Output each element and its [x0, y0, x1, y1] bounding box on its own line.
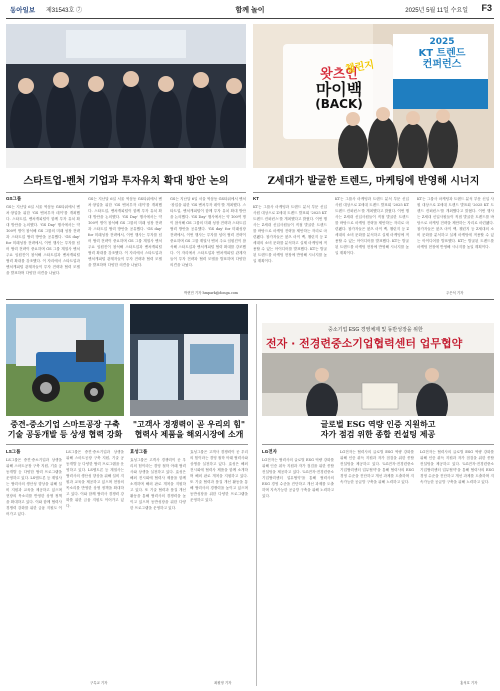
credit: 박현민 기자 hmpark@donga.com	[184, 291, 239, 295]
masthead: 동아일보	[10, 6, 36, 14]
credit: 홍석호 기자	[460, 681, 478, 685]
headline-1: 스타트업-벤처 기업과 투자유치 확대 방안 논의	[23, 176, 229, 187]
conference-sign: 2025 KT 트렌드 컨퍼런스	[418, 37, 466, 70]
hyosung-exhibition-photo	[130, 304, 248, 416]
byline-lg: LG전자	[262, 449, 277, 454]
headline-3: 중견-중소기업 스마트공장 구축 기술 공동개발 등 상생 협력 강화	[7, 419, 123, 439]
article-body: LG전자는 협력사의 글로벌 ESG 역량 강화를 위해 인증 취득 지원과 자가 점검을 위한 종합 컨설팅을 제공하고 있다. 'LG전자-전경련중소기업협력센터 업무협약'을 통해 협력사의 ESG 경영 수준을 진단하고 개선 과제를 도출하며 지속가능한 공급망 구축을 위해 노력하고 있다.	[262, 458, 334, 498]
article-body: KT는 그룹사 마케팅과 트렌드 분석 부문 신입 사원 대상으로 Z세대 트렌드 발표회 '2025 KT 트렌드 컨퍼런스'를 개최했다고 밝혔다. 이번 행사는 Z세대 신입사원들이 직접 발굴한 트렌드를 바탕으로 마케팅 전략을 제안하는 자리로 마련됐다. 참가자들은 왓츠 마이 백, 챌린지 등 Z세대의 소비 문화를 분석하고 실제 마케팅에 적용할 수 있는 아이디어를 발표했다. KT는 발굴된 트렌드를 마케팅 현장에 반영해 시너지를 높일 계획이다.	[253, 205, 327, 263]
divider	[6, 299, 494, 300]
kt-trend-photo	[253, 24, 494, 168]
headline-5: 글로벌 ESG 역량 인증 지원하고 자가 점검 위한 종합 컨설팅 제공	[320, 419, 436, 439]
article-body: KT는 그룹사 마케팅과 트렌드 분석 부문 신입 사원 대상으로 Z세대 트렌드 발표회 '2025 KT 트렌드 컨퍼런스'를 개최했다고 밝혔다. 이번 행사는 Z세대 신입사원들이 직접 발굴한 트렌드를 바탕으로 마케팅 전략을 제안하는 자리로 마련됐다. 참가자들은 왓츠 마이 백, 챌린지 등 Z세대의 소비 문화를 분석하고 실제 마케팅에 적용할 수 있는 아이디어를 발표했다. KT는 발굴된 트렌드를 마케팅 현장에 반영해 시너지를 높일 계획이다.	[417, 197, 494, 249]
issue-date: 2025년 5월 11일 수요일	[405, 8, 468, 14]
headline-4: "고객사 경쟁력이 곧 우리의 힘" 협력사 제품을 해외시장에 소개	[132, 419, 246, 439]
issue-number: 제31543호 ⑦	[46, 8, 82, 14]
headline-2: Z세대가 발굴한 트렌드, 마케팅에 반영해 시너지	[267, 176, 480, 187]
article-body: LS그룹은 중견·중소기업과 상생을 위해 스마트공장 구축 지원, 기술 공동개발 등 다양한 협력 프로그램을 운영하고 있다. LS엠트론 등 계열사는 협력사의 생산성 향상을 위해 설비 지원과 교육을 제공하고 있으며 현장의 목소리를 반영한 상생 정책을 확대하고 있다. 이와 함께 협력사 경쟁력 강화를 위한 금융 지원도 이어가고 있다.	[6, 458, 62, 516]
article-body: KT는 그룹사 마케팅과 트렌드 분석 부문 신입 사원 대상으로 Z세대 트렌드 발표회 '2025 KT 트렌드 컨퍼런스'를 개최했다고 밝혔다. 이번 행사는 Z세대 신입사원들이 직접 발굴한 트렌드를 바탕으로 마케팅 전략을 제안하는 자리로 마련됐다. 참가자들은 왓츠 마이 백, 챌린지 등 Z세대의 소비 문화를 분석하고 실제 마케팅에 적용할 수 있는 아이디어를 발표했다. KT는 발굴된 트렌드를 마케팅 현장에 반영해 시너지를 높일 계획이다.	[335, 197, 409, 255]
ls-tractor-photo	[6, 304, 124, 416]
credit: 주은석 기자	[446, 291, 464, 295]
byline-gs: GS그룹	[6, 196, 22, 201]
article-body: LS그룹은 중견·중소기업과 상생을 위해 스마트공장 구축 지원, 기술 공동개발 등 다양한 협력 프로그램을 운영하고 있다. LS엠트론 등 계열사는 협력사의 생산성 향상을 위해 설비 지원과 교육을 제공하고 있으며 현장의 목소리를 반영한 상생 정책을 확대하고 있다. 이와 함께 협력사 경쟁력 강화를 위한 금융 지원도 이어가고 있다.	[66, 450, 124, 508]
article-body: GS는 지난달 6일 서울 역삼동 GS타워에서 벤처·창업을 위한 'GS 벤처투자 데이'를 개최했다. 스타트업, 벤처캐피털이 함께 투자 유치 확대 방안을 논의했다. 'GS Day' 행사에서는 약 100여 명이 참석해 GS 그룹의 미래 성장 전략과 스타트업 협력 방안을 공유했다. 'GS day' for 미래성장 전략에서, 이번 행사는 투자를 넘어 협력 전략이 중요하며 GS 그룹 계열사 벤처 주요 임원진이 참석해 스타트업과 벤처캐피털 협력 확대를 강조했다. 이 자리에서 스타트업과 벤처캐피털 관계자들이 투자 전략과 협력 모델을 발표하며 다양한 의견을 나눴다.	[6, 205, 80, 275]
divider	[253, 192, 494, 193]
page-header	[6, 4, 494, 19]
divider	[6, 192, 246, 193]
lg-signing-photo	[262, 353, 494, 416]
article-body: LG전자는 협력사의 글로벌 ESG 역량 강화를 위해 인증 취득 지원과 자가 점검을 위한 종합 컨설팅을 제공하고 있다. 'LG전자-전경련중소기업협력센터 업무협약'을 통해 협력사의 ESG 경영 수준을 진단하고 개선 과제를 도출하며 지속가능한 공급망 구축을 위해 노력하고 있다.	[420, 450, 494, 484]
whats-in-my-bag-sign: 왓츠인 마이백 (BACK)	[315, 67, 363, 112]
credit: 구특교 기자	[90, 681, 108, 685]
divider	[262, 444, 494, 445]
challenge-sign: 챌린지	[344, 59, 376, 76]
divider	[6, 444, 248, 445]
article-body: 효성그룹은 고객사 경쟁력이 곧 우리의 힘이라는 경영 철학 아래 협력사와 상생을 실천하고 있다. 효성은 해외 전시회에 협력사 제품을 함께 소개하며 해외 판로 개척을 지원하고 있다. 또 기술 협력과 품질 개선 활동을 통해 협력사의 경쟁력을 높이고 있으며 동반성장을 위한 다양한 프로그램을 운영하고 있다.	[190, 450, 248, 502]
esg-banner: 중소기업 ESG 경영체제 및 동반성장을 위한 전자 · 전경련중소기업협력센터 업무협약	[262, 323, 494, 353]
article-body: LG전자는 협력사의 글로벌 ESG 역량 강화를 위해 인증 취득 지원과 자가 점검을 위한 종합 컨설팅을 제공하고 있다. 'LG전자-전경련중소기업협력센터 업무협약'을 통해 협력사의 ESG 경영 수준을 진단하고 개선 과제를 도출하며 지속가능한 공급망 구축을 위해 노력하고 있다.	[340, 450, 414, 484]
article-body: 효성그룹은 고객사 경쟁력이 곧 우리의 힘이라는 경영 철학 아래 협력사와 상생을 실천하고 있다. 효성은 해외 전시회에 협력사 제품을 함께 소개하며 해외 판로 개척을 지원하고 있다. 또 기술 협력과 품질 개선 활동을 통해 협력사의 경쟁력을 높이고 있으며 동반성장을 위한 다양한 프로그램을 운영하고 있다.	[130, 458, 186, 510]
byline-kt: KT	[253, 196, 259, 201]
gs-event-photo	[6, 24, 246, 168]
article-body: GS는 지난달 6일 서울 역삼동 GS타워에서 벤처·창업을 위한 'GS 벤처투자 데이'를 개최했다. 스타트업, 벤처캐피털이 함께 투자 유치 확대 방안을 논의했다. 'GS Day' 행사에서는 약 100여 명이 참석해 GS 그룹의 미래 성장 전략과 스타트업 협력 방안을 공유했다. 'GS day' for 미래성장 전략에서, 이번 행사는 투자를 넘어 협력 전략이 중요하며 GS 그룹 계열사 벤처 주요 임원진이 참석해 스타트업과 벤처캐피털 협력 확대를 강조했다. 이 자리에서 스타트업과 벤처캐피털 관계자들이 투자 전략과 협력 모델을 발표하며 다양한 의견을 나눴다.	[88, 197, 162, 267]
credit: 최원영 기자	[214, 681, 232, 685]
byline-hyosung: 효성그룹	[130, 449, 148, 454]
byline-ls: LS그룹	[6, 449, 21, 454]
column-divider	[256, 304, 257, 686]
article-body: GS는 지난달 6일 서울 역삼동 GS타워에서 벤처·창업을 위한 'GS 벤처투자 데이'를 개최했다. 스타트업, 벤처캐피털이 함께 투자 유치 확대 방안을 논의했다. 'GS Day' 행사에서는 약 100여 명이 참석해 GS 그룹의 미래 성장 전략과 스타트업 협력 방안을 공유했다. 'GS day' for 미래성장 전략에서, 이번 행사는 투자를 넘어 협력 전략이 중요하며 GS 그룹 계열사 벤처 주요 임원진이 참석해 스타트업과 벤처캐피털 협력 확대를 강조했다. 이 자리에서 스타트업과 벤처캐피털 관계자들이 투자 전략과 협력 모델을 발표하며 다양한 의견을 나눴다.	[170, 197, 246, 267]
page-number: F3	[481, 3, 492, 13]
section-title: 함께 놀이	[235, 7, 265, 14]
